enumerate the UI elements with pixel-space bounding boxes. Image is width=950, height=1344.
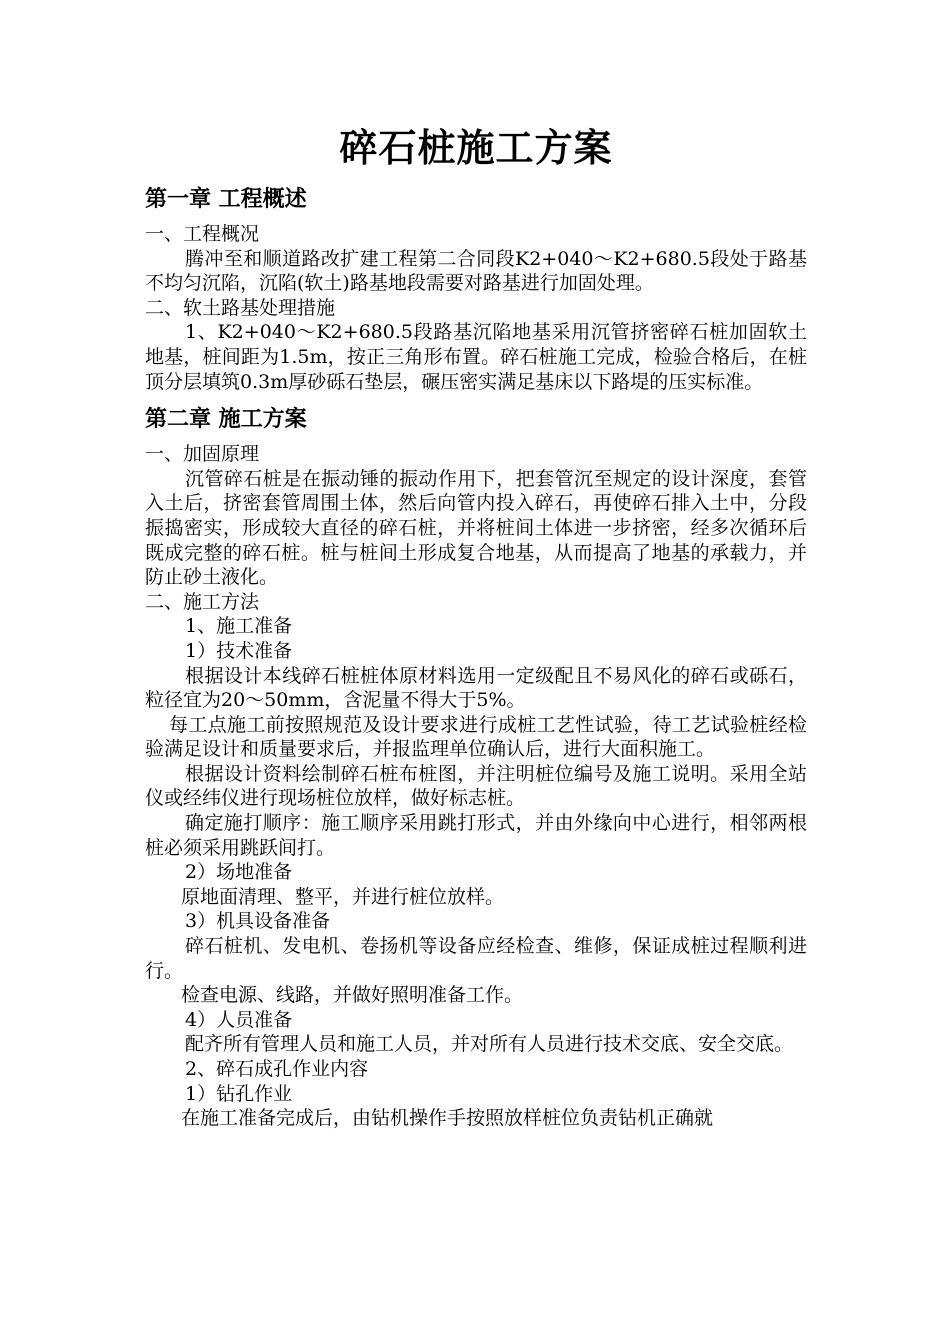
paragraph: 配齐所有管理人员和施工人员，并对所有人员进行技术交底、安全交底。 [185, 1033, 794, 1056]
section-heading: 一、工程概况 [145, 223, 260, 245]
document-title: 碎石桩施工方案 [339, 125, 613, 170]
subsection-heading: 1）钻孔作业 [185, 1082, 293, 1105]
paragraph: 原地面清理、整平，并进行桩位放样。 [181, 885, 505, 908]
section-heading: 一、加固原理 [145, 443, 260, 466]
subsection-heading: 1、施工准备 [185, 615, 293, 638]
chapter-1-heading: 第一章 工程概述 [145, 186, 307, 212]
paragraph: 腾冲至和顺道路改扩建工程第二合同段K2+040～K2+680.5段处于路基不均匀沉陷，沉陷(软土)路基地段需要对路基进行加固处理。 [145, 247, 807, 295]
paragraph: 根据设计本线碎石桩桩体原材料选用一定级配且不易风化的碎石或砾石，粒径宜为20～50mm，含泥量不得大于5%。 [145, 664, 807, 712]
paragraph: 确定施打顺序：施工顺序采用跳打形式，并由外缘向中心进行，相邻两根桩必须采用跳跃间打。 [145, 812, 807, 859]
paragraph: 1、K2+040～K2+680.5段路基沉陷地基采用沉管挤密碎石桩加固软土地基，桩间距为1.5m，按正三角形布置。碎石桩施工完成，检验合格后，在桩顶分层填筑0.3m厚砂砾石垫层，碾压密实满足基床以下路堤的压实标准。 [145, 321, 807, 393]
document-page [145, 120, 807, 1131]
subsection-heading: 2、碎石成孔作业内容 [185, 1058, 369, 1080]
subsection-heading: 4）人员准备 [185, 1008, 293, 1031]
subsection-heading: 1）技术准备 [185, 639, 293, 662]
paragraph: 检查电源、线路，并做好照明准备工作。 [181, 984, 524, 1007]
subsection-heading: 3）机具设备准备 [185, 910, 331, 933]
paragraph: 碎石桩机、发电机、卷扬机等设备应经检查、维修，保证成桩过程顺利进行。 [145, 935, 807, 982]
paragraph: 根据设计资料绘制碎石桩布桩图，并注明桩位编号及施工说明。采用全站仪或经纬仪进行现场桩位放样，做好标志桩。 [145, 762, 807, 810]
paragraph: 每工点施工前按照规范及设计要求进行成桩工艺性试验，待工艺试验桩经检验满足设计和质量要求后，并报监理单位确认后，进行大面积施工。 [145, 713, 807, 761]
paragraph: 沉管碎石桩是在振动锤的振动作用下，把套管沉至规定的设计深度，套管入土后，挤密套管周围土体，然后向管内投入碎石，再使碎石排入土中，分段振捣密实，形成较大直径的碎石桩，并将桩间土体进一步挤密，经多次循环后既成完整的碎石桩。桩与桩间土形成复合地基，从而提高了地基的承载力，并防止砂土液化。 [145, 467, 807, 589]
section-heading: 二、施工方法 [145, 590, 260, 613]
chapter-2-heading: 第二章 施工方案 [145, 406, 307, 433]
paragraph: 在施工准备完成后，由钻机操作手按照放样桩位负责钻机正确就 [181, 1107, 714, 1130]
section-heading: 二、软土路基处理措施 [145, 296, 336, 319]
subsection-heading: 2）场地准备 [185, 861, 293, 884]
